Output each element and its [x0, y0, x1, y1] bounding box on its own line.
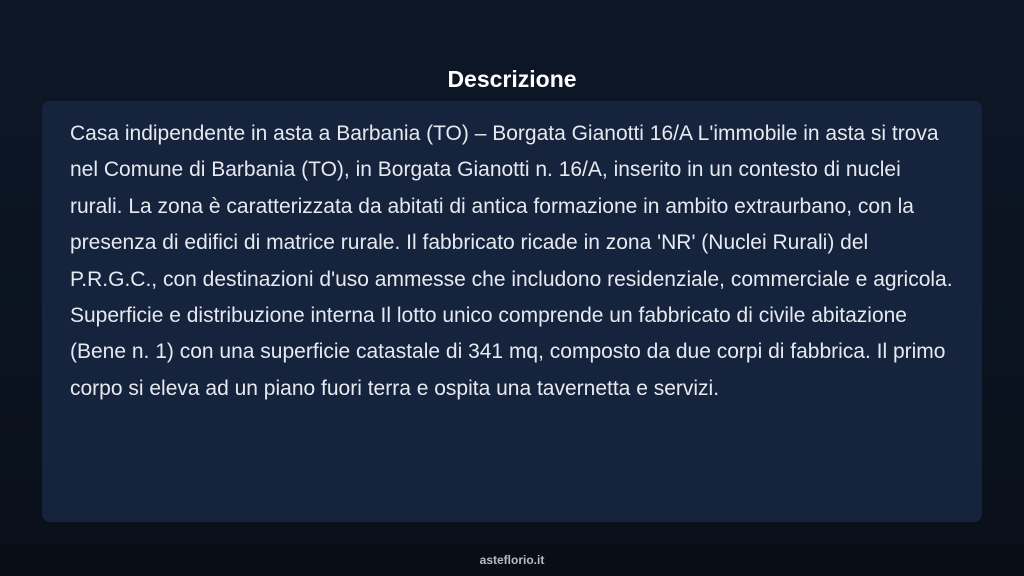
description-card [42, 101, 982, 522]
page-title: Descrizione [447, 66, 577, 93]
footer-bar [0, 544, 1024, 576]
description-text: Casa indipendente in asta a Barbania (TO) – Borgata Gianotti 16/A L'immobile in asta si trova nel Comune di Barbania (TO), in Borgata Gianotti n. 16/A, inserito in un contesto di nuclei rurali. La zona è caratterizzata da abitati di antica formazione in ambito extraurbano, con la presenza di edifici di matrice rurale. Il fabbricato ricade in zona 'NR' (Nuclei Rurali) del P.R.G.C., con destinazioni d'uso ammesse che includono residenziale, commerciale e agricola. Superficie e distribuzione interna Il lotto unico comprende un fabbricato di civile abitazione (Bene n. 1) con una superficie catastale di 341 mq, composto da due corpi di fabbrica. Il primo corpo si eleva ad un piano fuori terra e ospita una tavernetta e servizi. [70, 122, 953, 400]
footer-site-label: asteflorio.it [479, 553, 545, 567]
